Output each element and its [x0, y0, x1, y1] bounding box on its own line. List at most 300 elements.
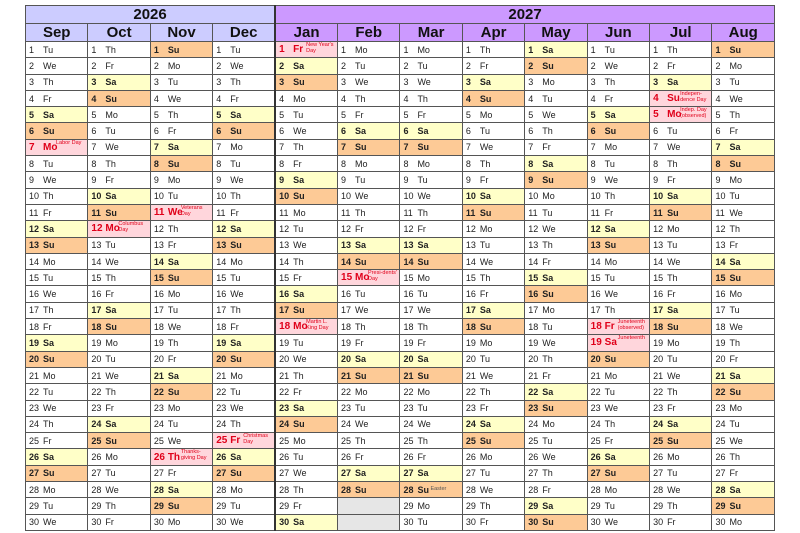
day-number: 20 [465, 354, 476, 365]
weekday-label: Su [729, 158, 741, 169]
day-cell-feb-9 [338, 172, 400, 188]
weekday-label: Tu [542, 93, 553, 104]
observance-label: Easter [430, 486, 447, 493]
weekday-label: Th [479, 386, 491, 397]
day-cell-nov-7 [150, 139, 212, 155]
day-number: 1 [465, 44, 471, 55]
day-number: 16 [528, 289, 539, 300]
weekday-label: Fr [230, 321, 239, 332]
day-number: 2 [465, 60, 471, 71]
day-number: 8 [29, 158, 35, 169]
day-number: 19 [528, 337, 539, 348]
day-cell-mar-17 [400, 302, 462, 318]
day-number: 18 [29, 321, 40, 332]
day-cell-sep-25 [26, 433, 88, 449]
day-number: 22 [341, 386, 352, 397]
day-cell-jul-20 [650, 351, 712, 367]
day-number: 18 [341, 321, 352, 332]
day-cell-nov-12 [150, 221, 212, 237]
weekday-label: Su [355, 256, 367, 267]
day-number: 29 [715, 500, 726, 511]
day-number: 16 [465, 289, 476, 300]
day-cell-oct-16 [88, 286, 150, 302]
day-number: 22 [465, 386, 476, 397]
day-cell-jul-22 [650, 384, 712, 400]
weekday-label: We [479, 256, 494, 267]
weekday-label: Mo [542, 191, 555, 202]
weekday-label: Sa [729, 256, 741, 267]
day-cell-apr-30 [462, 514, 524, 530]
weekday-label: Mo [479, 452, 493, 463]
day-cell-aug-28 [712, 482, 775, 498]
day-cell-oct-28 [88, 482, 150, 498]
day-number: 9 [279, 175, 285, 186]
day-number: 8 [465, 158, 471, 169]
day-cell-nov-26 [150, 449, 212, 465]
weekday-label: We [355, 191, 369, 202]
day-number: 27 [528, 468, 539, 479]
day-cell-apr-9 [462, 172, 524, 188]
day-number: 4 [341, 93, 347, 104]
weekday-label: Th [729, 109, 740, 120]
day-number: 22 [528, 386, 539, 397]
day-number: 28 [403, 484, 414, 495]
weekday-label: Mo [417, 158, 430, 169]
day-cell-nov-20 [150, 351, 212, 367]
day-cell-feb-5 [338, 107, 400, 123]
weekday-label: Fr [417, 223, 426, 234]
day-number: 23 [341, 403, 352, 414]
day-cell-dec-10 [213, 188, 275, 204]
day-cell-may-26 [525, 449, 587, 465]
day-cell-jun-23 [587, 400, 649, 416]
day-cell-feb-25 [338, 433, 400, 449]
day-cell-jul-18 [650, 319, 712, 335]
day-cell-may-14 [525, 253, 587, 269]
day-cell-nov-25 [150, 433, 212, 449]
weekday-label: Su [355, 370, 367, 381]
day-number: 24 [590, 419, 601, 430]
day-number: 15 [653, 272, 664, 283]
day-cell-nov-28 [150, 482, 212, 498]
weekday-label: Tu [729, 77, 740, 88]
day-cell-nov-21 [150, 367, 212, 383]
day-cell-sep-11 [26, 204, 88, 220]
weekday-label: Tu [417, 403, 428, 414]
weekday-label: Fr [667, 403, 676, 414]
weekday-label: Fr [230, 93, 239, 104]
weekday-label: Su [729, 386, 741, 397]
weekday-label: We [417, 191, 431, 202]
day-cell-nov-29 [150, 498, 212, 514]
weekday-label: Fr [105, 403, 114, 414]
day-number: 3 [216, 77, 222, 88]
day-cell-sep-28 [26, 482, 88, 498]
day-number: 29 [216, 500, 227, 511]
day-number: 10 [590, 191, 601, 202]
weekday-label: We [604, 517, 618, 528]
day-cell-aug-7 [712, 139, 775, 155]
day-cell-oct-30 [88, 514, 150, 530]
month-header-may: May [525, 24, 587, 42]
day-number: 27 [341, 468, 352, 479]
weekday-label: We [230, 289, 244, 300]
weekday-label: We [604, 289, 618, 300]
holiday-label: Christmas Day [243, 433, 268, 446]
day-number: 24 [91, 419, 102, 430]
weekday-label: Sa [167, 142, 179, 153]
weekday-label: Th [479, 158, 491, 169]
day-number: 4 [279, 93, 285, 104]
day-cell-feb-2 [338, 58, 400, 74]
day-number: 11 [465, 207, 476, 218]
weekday-label: Su [417, 484, 429, 495]
day-number: 8 [153, 158, 159, 169]
weekday-label: Sa [43, 223, 55, 234]
weekday-label: Sa [729, 370, 741, 381]
day-number: 3 [528, 77, 534, 88]
day-number: 20 [528, 354, 539, 365]
day-cell-oct-8 [88, 156, 150, 172]
month-header-row [26, 24, 775, 42]
day-cell-feb-19 [338, 335, 400, 351]
day-cell-dec-16 [213, 286, 275, 302]
day-number: 18 [403, 321, 414, 332]
year-header-row [26, 6, 775, 24]
day-cell-sep-18 [26, 319, 88, 335]
day-number: 10 [91, 191, 102, 202]
day-number: 25 [153, 435, 164, 446]
day-number: 2 [715, 60, 721, 71]
weekday-label: Th [355, 207, 366, 218]
weekday-label: Mo [167, 60, 181, 71]
day-number: 26 [279, 452, 290, 463]
day-cell-jun-8 [587, 156, 649, 172]
weekday-label: We [542, 109, 556, 120]
day-number: 17 [403, 305, 414, 316]
day-number: 24 [29, 419, 40, 430]
day-cell-jun-15 [587, 270, 649, 286]
weekday-label: Mo [667, 223, 680, 234]
day-cell-feb-17 [338, 302, 400, 318]
day-cell-oct-23 [88, 400, 150, 416]
day-cell-jan-2 [275, 58, 337, 74]
weekday-label: Sa [479, 191, 491, 202]
day-cell-feb-14 [338, 253, 400, 269]
day-number: 19 [279, 337, 290, 348]
day-number: 11 [653, 207, 663, 218]
weekday-label: Th [417, 321, 428, 332]
day-cell-mar-15 [400, 270, 462, 286]
day-number: 19 [590, 337, 602, 349]
day-cell-dec-26 [213, 449, 275, 465]
weekday-label: Sa [355, 240, 367, 251]
day-number: 17 [341, 305, 352, 316]
day-cell-jan-7 [275, 139, 337, 155]
day-cell-aug-21 [712, 367, 775, 383]
day-number: 19 [715, 337, 726, 348]
holiday-label: Indepen-dence Day [680, 90, 707, 103]
day-number: 4 [403, 93, 409, 104]
weekday-label: Sa [417, 468, 429, 479]
day-cell-jun-2 [587, 58, 649, 74]
weekday-label: Sa [667, 419, 679, 430]
day-number: 20 [153, 354, 164, 365]
weekday-label: Th [417, 435, 428, 446]
day-cell-mar-11 [400, 204, 462, 220]
weekday-label: Fr [667, 175, 676, 186]
day-row [26, 270, 775, 286]
month-header-nov: Nov [150, 24, 212, 42]
weekday-label: Fr [43, 321, 52, 332]
day-cell-dec-12 [213, 221, 275, 237]
weekday-label: Th [542, 126, 553, 137]
weekday-label: Tu [293, 452, 304, 463]
day-number: 9 [465, 175, 471, 186]
weekday-label: Tu [230, 44, 241, 55]
day-row [26, 482, 775, 498]
day-row [26, 253, 775, 269]
day-number: 21 [216, 370, 227, 381]
weekday-label: Fr [417, 109, 426, 120]
day-row [26, 172, 775, 188]
day-row [26, 188, 775, 204]
weekday-label: Sa [105, 305, 117, 316]
day-number: 27 [403, 468, 414, 479]
day-number: 3 [153, 77, 159, 88]
day-cell-may-13 [525, 237, 587, 253]
day-cell-nov-10 [150, 188, 212, 204]
weekday-label: Su [230, 240, 242, 251]
day-cell-may-10 [525, 188, 587, 204]
day-cell-nov-18 [150, 319, 212, 335]
day-row [26, 351, 775, 367]
day-cell-jan-3 [275, 74, 337, 90]
day-number: 18 [465, 321, 476, 332]
day-number: 22 [153, 386, 164, 397]
day-cell-jun-22 [587, 384, 649, 400]
day-cell-jun-6 [587, 123, 649, 139]
day-number: 2 [153, 60, 159, 71]
day-cell-oct-17 [88, 302, 150, 318]
day-number: 15 [29, 272, 40, 283]
weekday-label: Fr [105, 289, 114, 300]
weekday-label: Th [43, 77, 54, 88]
day-number: 20 [715, 354, 726, 365]
day-cell-jan-21 [275, 367, 337, 383]
weekday-label: Th [667, 44, 678, 55]
weekday-label: Th [355, 435, 366, 446]
day-cell-nov-6 [150, 123, 212, 139]
day-number: 5 [279, 109, 285, 120]
day-cell-jan-17 [275, 302, 337, 318]
day-number: 7 [715, 142, 721, 153]
weekday-label: Mo [43, 256, 56, 267]
day-number: 10 [153, 191, 164, 202]
weekday-label: Tu [167, 77, 178, 88]
day-number: 20 [279, 354, 290, 365]
day-number: 13 [341, 240, 352, 251]
day-cell-sep-15 [26, 270, 88, 286]
day-cell-feb-12 [338, 221, 400, 237]
day-number: 2 [403, 60, 409, 71]
day-number: 17 [465, 305, 476, 316]
day-number: 25 [528, 435, 539, 446]
day-number: 6 [29, 126, 35, 137]
weekday-label: Su [729, 44, 741, 55]
weekday-label: Mo [417, 272, 430, 283]
day-number: 13 [403, 240, 414, 251]
weekday-label: Su [105, 207, 117, 218]
day-number: 4 [590, 93, 596, 104]
weekday-label: We [43, 175, 57, 186]
weekday-label: Mo [417, 44, 430, 55]
day-cell-dec-9 [213, 172, 275, 188]
day-cell-aug-9 [712, 172, 775, 188]
day-number: 14 [403, 256, 414, 267]
day-cell-mar-20 [400, 351, 462, 367]
weekday-label: We [729, 435, 743, 446]
day-number: 10 [29, 191, 40, 202]
day-cell-aug-23 [712, 400, 775, 416]
day-cell-nov-9 [150, 172, 212, 188]
day-cell-feb-28 [338, 482, 400, 498]
day-cell-apr-15 [462, 270, 524, 286]
day-number: 22 [590, 386, 601, 397]
weekday-label: Tu [729, 191, 740, 202]
day-number: 15 [715, 272, 726, 283]
day-row [26, 156, 775, 172]
day-number: 19 [403, 337, 414, 348]
day-cell-dec-13 [213, 237, 275, 253]
weekday-label: Sa [667, 191, 679, 202]
weekday-label: Tu [479, 468, 491, 479]
weekday-label: Tu [604, 272, 615, 283]
day-cell-jul-19 [650, 335, 712, 351]
month-header-feb: Feb [338, 24, 400, 42]
day-cell-apr-28 [462, 482, 524, 498]
weekday-label: Th [604, 191, 616, 202]
day-number: 25 [465, 435, 476, 446]
day-cell-jul-13 [650, 237, 712, 253]
weekday-label: Sa [293, 175, 305, 186]
day-number: 30 [216, 517, 227, 528]
weekday-label: Su [167, 386, 180, 397]
weekday-label: Th [230, 191, 241, 202]
day-cell-sep-20 [26, 351, 88, 367]
day-number: 18 [153, 321, 164, 332]
weekday-label: Tu [667, 240, 678, 251]
day-cell-sep-29 [26, 498, 88, 514]
day-cell-oct-4 [88, 90, 150, 106]
day-number: 15 [91, 272, 102, 283]
day-number: 12 [216, 223, 227, 234]
weekday-label: Mo [43, 484, 56, 495]
day-cell-jun-29 [587, 498, 649, 514]
weekday-label: Fr [230, 435, 241, 447]
weekday-label: Fr [167, 126, 177, 137]
day-cell-may-16 [525, 286, 587, 302]
month-header-mar: Mar [400, 24, 462, 42]
day-number: 22 [279, 386, 290, 397]
weekday-label: Fr [417, 452, 426, 463]
weekday-label: Tu [230, 386, 241, 397]
day-cell-oct-25 [88, 433, 150, 449]
day-number: 9 [29, 175, 35, 186]
weekday-label: Su [729, 500, 741, 511]
day-cell-mar-25 [400, 433, 462, 449]
day-cell-dec-22 [213, 384, 275, 400]
weekday-label: Th [667, 386, 678, 397]
weekday-label: We [167, 321, 182, 332]
weekday-label: We [479, 142, 494, 153]
day-cell-mar-27 [400, 465, 462, 481]
empty-cell [338, 514, 400, 530]
day-cell-jun-17 [587, 302, 649, 318]
day-cell-oct-19 [88, 335, 150, 351]
day-row [26, 74, 775, 90]
day-number: 16 [216, 289, 227, 300]
day-number: 13 [528, 240, 539, 251]
day-cell-jan-30 [275, 514, 337, 530]
day-cell-feb-21 [338, 367, 400, 383]
day-number: 4 [91, 93, 97, 104]
weekday-label: Mo [479, 223, 493, 234]
day-number: 6 [653, 126, 659, 137]
weekday-label: Mo [167, 289, 181, 300]
day-number: 2 [341, 60, 347, 71]
day-cell-jan-16 [275, 286, 337, 302]
day-number: 6 [91, 126, 97, 137]
weekday-label: Th [667, 272, 678, 283]
day-cell-aug-22 [712, 384, 775, 400]
day-cell-aug-29 [712, 498, 775, 514]
day-number: 13 [91, 240, 102, 251]
day-cell-oct-24 [88, 416, 150, 432]
day-cell-sep-14 [26, 253, 88, 269]
day-number: 11 [279, 207, 289, 218]
day-number: 19 [153, 337, 164, 348]
month-header-sep: Sep [26, 24, 88, 42]
day-number: 6 [279, 126, 285, 137]
day-number: 11 [216, 207, 226, 218]
day-number: 3 [341, 77, 347, 88]
weekday-label: Mo [542, 419, 555, 430]
weekday-label: Su [667, 321, 679, 332]
day-number: 27 [715, 468, 726, 479]
day-number: 30 [653, 517, 664, 528]
day-number: 12 [279, 223, 290, 234]
day-number: 25 [91, 435, 102, 446]
day-number: 14 [653, 256, 664, 267]
day-cell-jul-8 [650, 156, 712, 172]
day-number: 24 [216, 419, 227, 430]
day-number: 14 [29, 256, 40, 267]
weekday-label: Sa [230, 109, 242, 120]
day-cell-mar-10 [400, 188, 462, 204]
weekday-label: Tu [105, 354, 116, 365]
month-header-apr: Apr [462, 24, 524, 42]
day-number: 13 [153, 240, 164, 251]
day-row [26, 384, 775, 400]
weekday-label: We [105, 484, 119, 495]
weekday-label: Tu [479, 240, 491, 251]
day-number: 23 [29, 403, 40, 414]
day-number: 16 [715, 289, 726, 300]
day-cell-jan-22 [275, 384, 337, 400]
day-cell-aug-8 [712, 156, 775, 172]
day-number: 2 [528, 60, 534, 71]
